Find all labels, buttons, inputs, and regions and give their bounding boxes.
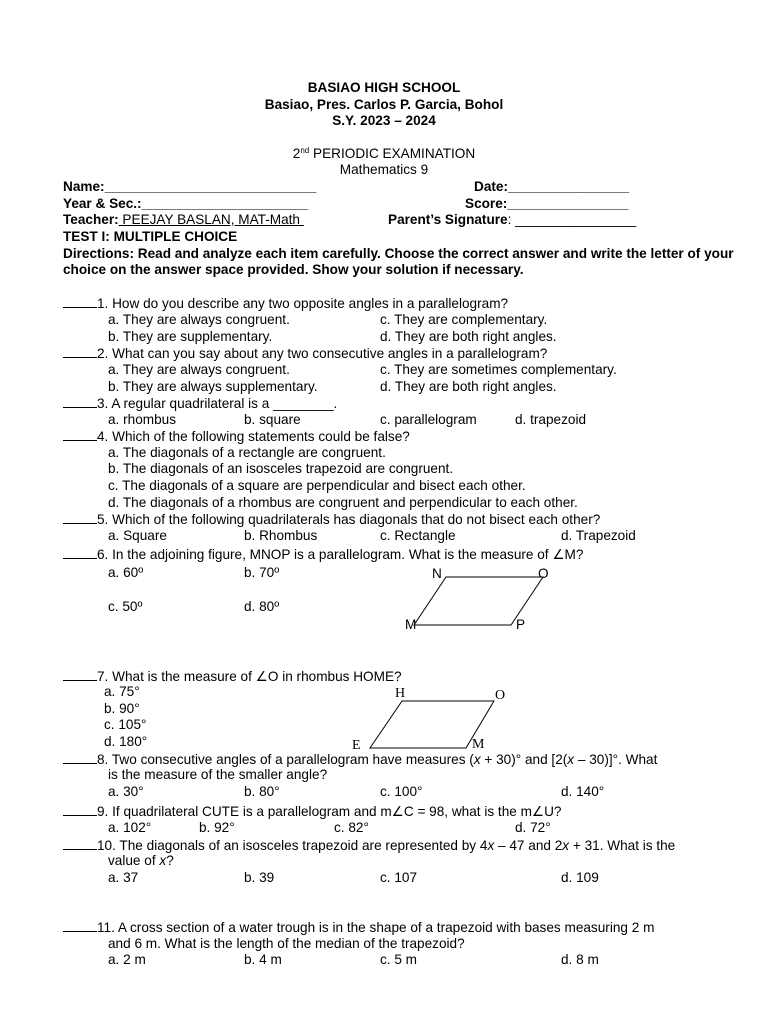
school-address: Basiao, Pres. Carlos P. Garcia, Bohol bbox=[264, 97, 504, 112]
q10-choice-a: a. 37 bbox=[108, 870, 139, 885]
answer-blank-11[interactable] bbox=[63, 919, 97, 932]
q5-choice-b: b. Rhombus bbox=[244, 528, 318, 543]
vertex-label-p: P bbox=[516, 617, 526, 632]
q4-choice-d: d. The diagonals of a rhombus are congruent and perpendicular to each other. bbox=[108, 495, 578, 510]
school-year: S.Y. 2023 – 2024 bbox=[332, 113, 436, 128]
q10-variable: x bbox=[487, 838, 495, 853]
question-10-line-2 bbox=[108, 853, 174, 869]
q7-choice-c: c. 105° bbox=[104, 717, 147, 732]
q9-choice-b: b. 92° bbox=[199, 820, 235, 835]
year-section-label: Year & Sec.: bbox=[63, 196, 142, 211]
question-1-text: 1. How do you describe any two opposite angles in a parallelogram? bbox=[97, 296, 509, 311]
question-9-text: 9. If quadrilateral CUTE is a parallelogram and m∠C = 98, what is the m∠U? bbox=[97, 804, 562, 819]
directions-line-2: choice on the answer space provided. Show your solution if necessary. bbox=[63, 262, 524, 277]
question-10 bbox=[63, 837, 675, 854]
q1-choice-d: d. They are both right angles. bbox=[380, 329, 557, 344]
q8-choice-a: a. 30° bbox=[108, 784, 144, 799]
vertex-label-o: O bbox=[495, 688, 506, 703]
q6-choice-c: c. 50º bbox=[108, 599, 143, 614]
q3-choice-c: c. parallelogram bbox=[380, 412, 477, 427]
question-10-line-2-text: value of bbox=[108, 853, 160, 868]
q9-choice-c: c. 82° bbox=[334, 820, 369, 835]
q9-choice-a: a. 102° bbox=[108, 820, 152, 835]
q2-choice-b: b. They are always supplementary. bbox=[108, 379, 318, 394]
exam-subject: Mathematics 9 bbox=[339, 162, 429, 177]
teacher-label: Teacher: bbox=[63, 212, 119, 227]
question-11-text: 11. A cross section of a water trough is in the shape of a trapezoid with bases measuring 2 m bbox=[97, 920, 655, 935]
q2-choice-c: c. They are sometimes complementary. bbox=[380, 362, 617, 377]
question-11-line-2: and 6 m. What is the length of the median of the trapezoid? bbox=[108, 936, 465, 951]
question-8-line-2: is the measure of the smaller angle? bbox=[108, 767, 328, 782]
parent-signature-label: Parent’s Signature bbox=[388, 212, 508, 227]
q7-choice-d: d. 180° bbox=[104, 734, 148, 749]
q11-choice-d: d. 8 m bbox=[561, 952, 599, 967]
q11-choice-c: c. 5 m bbox=[380, 952, 418, 967]
q8-choice-b: b. 80° bbox=[244, 784, 280, 799]
question-7-text: 7. What is the measure of ∠O in rhombus HOME? bbox=[97, 669, 402, 684]
vertex-label-o: O bbox=[538, 566, 549, 581]
q8-variable: x bbox=[473, 752, 481, 767]
name-label: Name: bbox=[63, 179, 105, 194]
vertex-label-n: N bbox=[432, 566, 442, 581]
q1-choice-b: b. They are supplementary. bbox=[108, 329, 273, 344]
exam-ordinal-suffix: nd bbox=[300, 146, 310, 155]
question-10-line-2-end: ? bbox=[166, 853, 174, 868]
q10-variable-2: x bbox=[562, 838, 570, 853]
vertex-label-e: E bbox=[352, 738, 361, 753]
q1-choice-c: c. They are complementary. bbox=[380, 312, 548, 327]
date-label: Date: bbox=[474, 179, 508, 194]
q11-choice-b: b. 4 m bbox=[244, 952, 282, 967]
teacher-value: PEEJAY BASLAN, MAT-Math bbox=[118, 212, 304, 227]
q5-choice-a: a. Square bbox=[108, 528, 167, 543]
question-8 bbox=[63, 751, 657, 768]
exam-title-text: PERIODIC EXAMINATION bbox=[313, 146, 476, 161]
q4-choice-a: a. The diagonals of a rectangle are congruent. bbox=[108, 445, 386, 460]
answer-blank-9[interactable] bbox=[63, 803, 97, 816]
question-10-text-end: + 31. What is the bbox=[569, 838, 676, 853]
q10-variable-3: x bbox=[159, 853, 167, 868]
question-8-text-mid: + 30)° and [2( bbox=[480, 752, 568, 767]
q4-choice-b: b. The diagonals of an isosceles trapezoid are congruent. bbox=[108, 461, 454, 476]
year-section-line: ______________________ bbox=[141, 196, 308, 211]
question-6-text: 6. In the adjoining figure, MNOP is a parallelogram. What is the measure of ∠M? bbox=[97, 547, 584, 562]
question-3-text: 3. A regular quadrilateral is a ________. bbox=[97, 396, 338, 411]
answer-blank-10[interactable] bbox=[63, 837, 97, 850]
q9-choice-d: d. 72° bbox=[515, 820, 551, 835]
vertex-label-m: M bbox=[472, 737, 485, 752]
q5-choice-d: d. Trapezoid bbox=[561, 528, 636, 543]
q2-choice-a: a. They are always congruent. bbox=[108, 362, 290, 377]
question-8-text-end: – 30)]°. What bbox=[574, 752, 658, 767]
q1-choice-a: a. They are always congruent. bbox=[108, 312, 290, 327]
parent-signature-line: : ________________ bbox=[507, 212, 637, 227]
q3-choice-b: b. square bbox=[244, 412, 301, 427]
q8-choice-c: c. 100° bbox=[380, 784, 423, 799]
answer-blank-8[interactable] bbox=[63, 751, 97, 764]
score-label: Score: bbox=[465, 196, 508, 211]
q7-choice-a: a. 75° bbox=[104, 684, 140, 699]
q10-choice-d: d. 109 bbox=[561, 870, 599, 885]
score-line: ________________ bbox=[507, 196, 629, 211]
q4-choice-c: c. The diagonals of a square are perpendicular and bisect each other. bbox=[108, 478, 526, 493]
date-line: ________________ bbox=[508, 179, 629, 194]
name-line: ____________________________ bbox=[104, 179, 317, 194]
q3-choice-d: d. trapezoid bbox=[515, 412, 587, 427]
q3-choice-a: a. rhombus bbox=[108, 412, 177, 427]
question-8-text: 8. Two consecutive angles of a parallelogram have measures ( bbox=[97, 752, 474, 767]
directions-line-1: Directions: Read and analyze each item carefully. Choose the correct answer and write the letter of your bbox=[63, 246, 734, 261]
q8-choice-d: d. 140° bbox=[561, 784, 605, 799]
question-2-text: 2. What can you say about any two consecutive angles in a parallelogram? bbox=[97, 346, 548, 361]
q6-choice-a: a. 60º bbox=[108, 565, 144, 580]
q6-choice-b: b. 70º bbox=[244, 565, 280, 580]
q11-choice-a: a. 2 m bbox=[108, 952, 146, 967]
vertex-label-h: H bbox=[395, 686, 406, 701]
question-10-text-mid: – 47 and 2 bbox=[494, 838, 563, 853]
q5-choice-c: c. Rectangle bbox=[380, 528, 456, 543]
exam-ordinal: 2 bbox=[292, 146, 301, 161]
q10-choice-c: c. 107 bbox=[380, 870, 418, 885]
test-title: TEST I: MULTIPLE CHOICE bbox=[63, 229, 238, 244]
school-name: BASIAO HIGH SCHOOL bbox=[307, 80, 461, 95]
question-4-text: 4. Which of the following statements could be false? bbox=[97, 429, 410, 444]
question-5-text: 5. Which of the following quadrilaterals has diagonals that do not bisect each other? bbox=[97, 512, 601, 527]
q10-choice-b: b. 39 bbox=[244, 870, 275, 885]
vertex-label-m: M bbox=[405, 617, 417, 632]
q6-choice-d: d. 80º bbox=[244, 599, 280, 614]
q7-choice-b: b. 90° bbox=[104, 701, 140, 716]
question-10-text: 10. The diagonals of an isosceles trapezoid are represented by 4 bbox=[97, 838, 488, 853]
question-9 bbox=[63, 803, 561, 820]
question-11 bbox=[63, 919, 654, 936]
q8-variable-2: x bbox=[567, 752, 575, 767]
q2-choice-d: d. They are both right angles. bbox=[380, 379, 557, 394]
